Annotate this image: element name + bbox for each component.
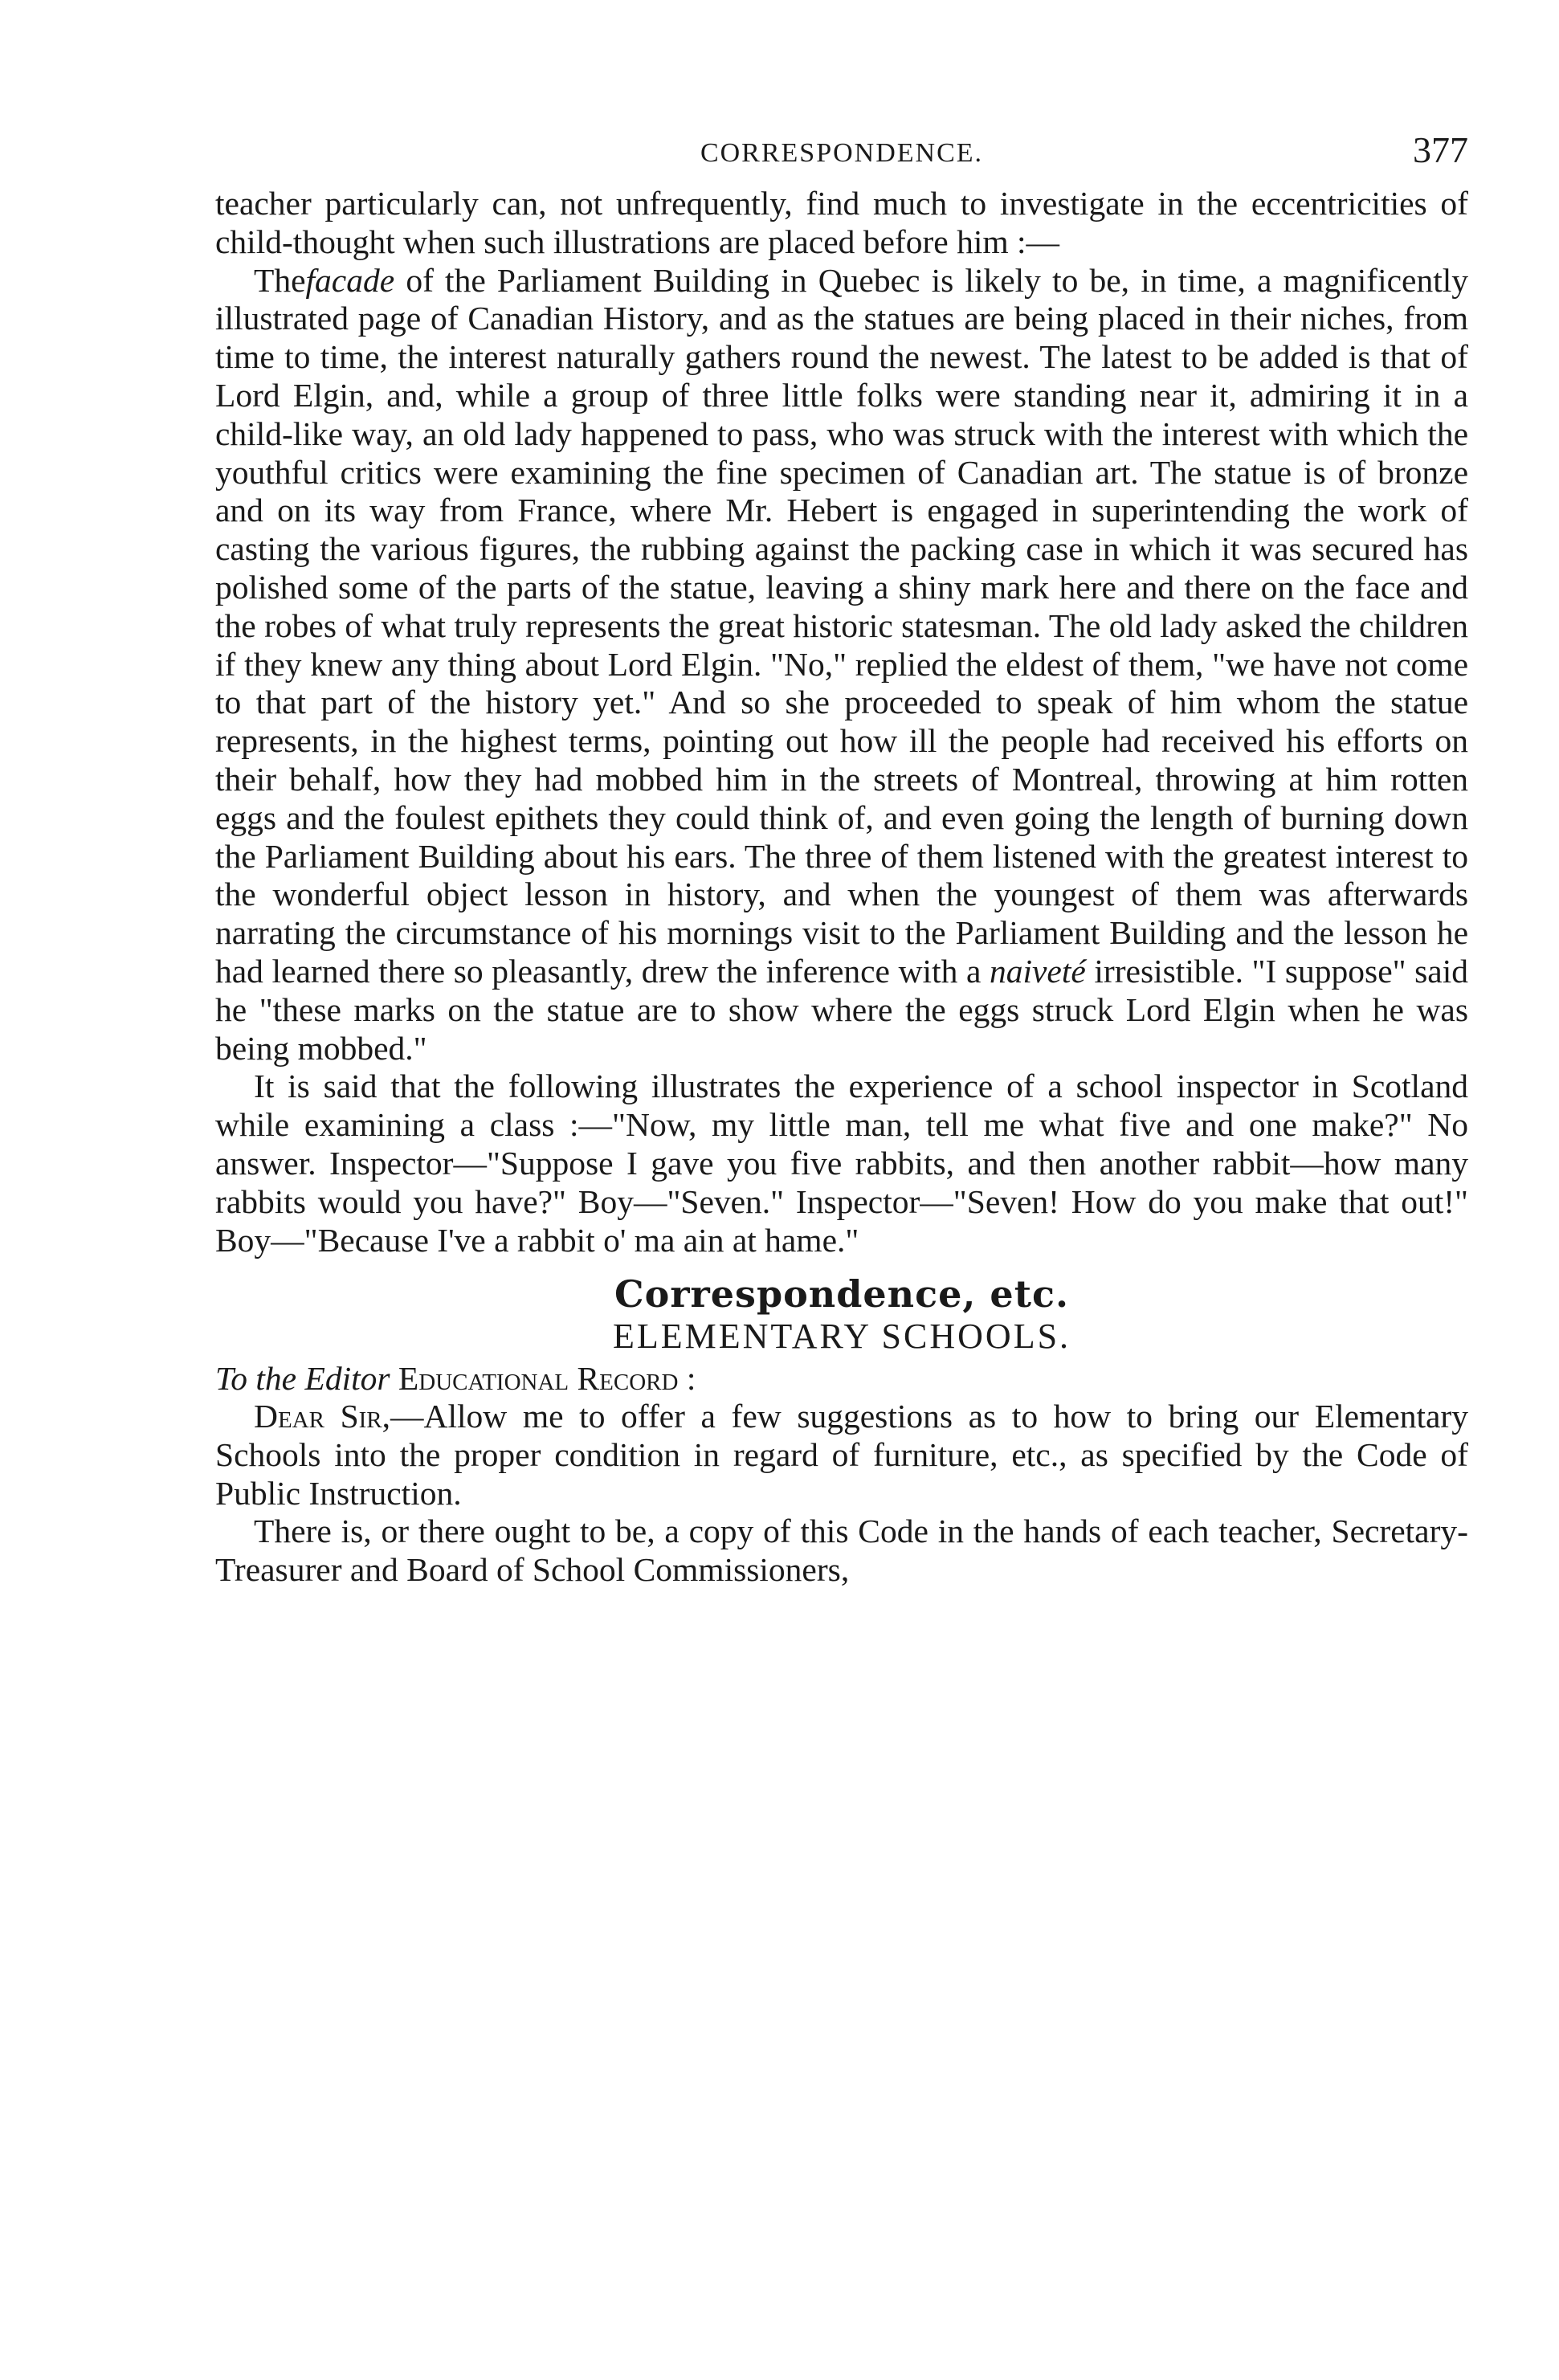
running-header: [215, 129, 1468, 185]
article-title: ELEMENTARY SCHOOLS.: [612, 1317, 1071, 1357]
section-heading: Correspondence, etc.: [614, 1272, 1069, 1317]
salutation: [215, 1359, 1468, 1398]
letter-paragraph-1: [215, 1398, 1468, 1513]
letter-paragraph-2: There is, or there ought to be, a copy of this Code in the hands of each teacher, Secretary-Treasurer and Board of School Commissioners,: [215, 1513, 1468, 1589]
letter-paragraph-1-text: —Allow me to offer a few suggestions as to how to bring our Elementary Schools into the proper condition in regard of furniture, etc., as specified by the Code of Public Instruction.: [215, 1397, 1468, 1512]
running-title: CORRESPONDENCE.: [700, 138, 984, 168]
paragraph-tail: irresistible. "I suppose" said he "these marks on the statue are to show where the eggs struck Lord Elgin when he was being mobbed.": [215, 952, 1469, 1067]
paragraph-continuation: teacher particularly can, not unfrequently, find much to investigate in the eccentricities of child-thought when such illustrations are placed before him :—: [215, 185, 1468, 260]
paragraph-school-inspector: It is said that the following illustrates the experience of a school inspector in Scotland while examining a class :—"Now, my little man, tell me what five and one make?" No answer. Inspector—"Suppose I gave you five rabbits, and then another rabbit—how many rabbits would you have?" Boy—"Seven." Inspector—"Seven! How do you make that out!" Boy—"Because I've a rabbit o' ma ain at hame.": [215, 1068, 1468, 1259]
page-number: 377: [1413, 129, 1468, 170]
salutation-publication: Educational Record :: [390, 1359, 696, 1397]
italic-facade: facade: [305, 261, 395, 299]
document-page: [215, 129, 1468, 1590]
paragraph-body: of the Parliament Building in Quebec is likely to be, in time, a magnificently illustrated page of Canadian History, and as the statues are being placed in their niches, from time to time, the interest naturally gathers round the newest. The latest to be added is that of Lord Elgin, and, while a group of three little folks were standing near it, admiring it in a child-like way, an old lady happened to pass, who was struck with the interest with which the youthful critics were examining the fine specimen of Canadian art. The statue is of bronze and on its way from France, where Mr. Hebert is engaged in superintending the work of casting the various figures, the rubbing against the packing case in which it was secured has polished some of the parts of the statue, leaving a shiny mark here and there on the face and the robes of what truly represents the great historic statesman. The old lady asked the children if they knew any thing about Lord Elgin. "No," replied the eldest of them, "we have not come to that part of the history yet." And so she proceeded to speak of him whom the statue represents, in the highest terms, pointing out how ill the people had received his efforts on their behalf, how they had mobbed him in the streets of Montreal, throwing at him rotten eggs and the foulest epithets they could think of, and even going the length of burning down the Parliament Building about his ears. The three of them listened with the greatest interest to the wonderful object lesson in history, and when the youngest of them was afterwards narrating the circumstance of his mornings visit to the Parliament Building and the lesson he had learned there so pleasantly, drew the inference with a: [215, 261, 1468, 990]
paragraph-lead: The: [254, 261, 306, 299]
salutation-to-editor: To the Editor: [215, 1359, 390, 1397]
paragraph-parliament-facade: [215, 262, 1468, 1068]
letter-opening: Dear Sir,: [254, 1397, 391, 1435]
italic-naivete: naiveté: [989, 952, 1086, 990]
body-text: [215, 185, 1468, 1590]
